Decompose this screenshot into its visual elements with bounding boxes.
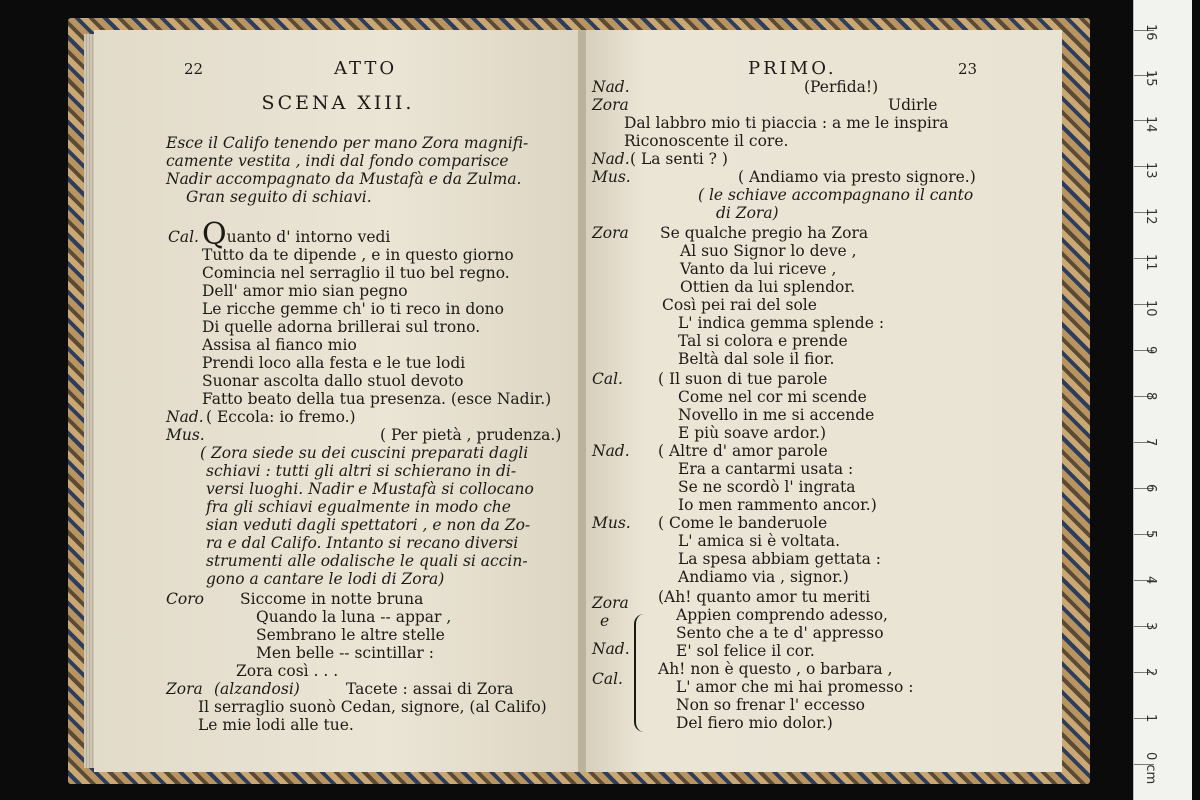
speaker-brace	[634, 614, 646, 732]
cal-line: Prendi loco alla festa e le tue lodi	[202, 354, 466, 372]
cal-line: Tutto da te dipende , e in questo giorno	[202, 246, 514, 264]
verse-line: La spesa abbiam gettata :	[678, 550, 881, 568]
verse-line: Riconoscente il core.	[624, 132, 789, 150]
ruler-number: 8	[1143, 392, 1158, 401]
cal-line: Comincia nel serraglio il tuo bel regno.	[202, 264, 510, 282]
verse-line: Udirle	[888, 96, 938, 114]
verse-line: Sento che a te d' appresso	[676, 624, 884, 642]
verse-line: E più soave ardor.)	[678, 424, 826, 442]
mus-line: ( Per pietà , prudenza.)	[380, 426, 562, 444]
right-running-head: PRIMO.	[748, 58, 837, 79]
drop-cap: Q	[202, 217, 227, 252]
scene-title: SCENA XIII.	[261, 92, 415, 114]
cal-line: Le ricche gemme ch' io ti reco in dono	[202, 300, 504, 318]
speaker-group-e: e	[600, 612, 610, 630]
zora-line: Il serraglio suonò Cedan, signore, (al Califo)	[198, 698, 547, 716]
ruler-number: 2	[1143, 668, 1158, 677]
verse-line: Appien comprendo adesso,	[676, 606, 888, 624]
speaker-nad: Nad.	[166, 408, 204, 426]
speaker-zora: Zora	[592, 224, 629, 242]
speaker-nad: Nad.	[592, 78, 630, 96]
measurement-ruler	[1133, 0, 1192, 800]
verse-line: Se qualche pregio ha Zora	[660, 224, 869, 242]
speaker-group-zora: Zora	[592, 594, 629, 612]
stage-line: ( Zora siede su dei cuscini preparati dagli	[200, 444, 529, 462]
ruler-number: 4	[1143, 576, 1158, 585]
speaker-nad: Nad.	[592, 442, 630, 460]
stage-line: gono a cantare le lodi di Zora)	[206, 570, 445, 588]
verse-line: (Perfida!)	[804, 78, 879, 96]
stage-line: sian veduti dagli spettatori , e non da Zo-	[206, 516, 531, 534]
verse-line: Vanto da lui riceve ,	[680, 260, 837, 278]
verse-line: Andiamo via , signor.)	[678, 568, 849, 586]
verse-line: (Ah! quanto amor tu meriti	[658, 588, 871, 606]
verse-line: Tal si colora e prende	[678, 332, 848, 350]
verse-line: ( Altre d' amor parole	[658, 442, 828, 460]
cal-line-text: uanto d' intorno vedi	[226, 228, 391, 246]
verse-line: Ah! non è questo , o barbara ,	[658, 660, 893, 678]
coro-line: Men belle -- scintillar :	[256, 644, 434, 662]
coro-line: Siccome in notte bruna	[240, 590, 424, 608]
ruler-number: 15	[1143, 70, 1158, 87]
speaker-group-cal: Cal.	[592, 670, 623, 688]
ruler-number: 13	[1143, 162, 1158, 179]
verse-line: ( Andiamo via presto signore.)	[738, 168, 976, 186]
coro-line: Sembrano le altre stelle	[256, 626, 445, 644]
speaker-coro: Coro	[166, 590, 204, 608]
zora-direction: (alzandosi)	[214, 680, 300, 698]
cal-line-first	[202, 217, 391, 252]
verse-line: Ottien da lui splendor.	[680, 278, 855, 296]
speaker-cal: Cal.	[168, 228, 199, 246]
ruler-number: 1	[1143, 714, 1158, 723]
ruler-number: 11	[1143, 254, 1158, 271]
verse-line: Al suo Signor lo deve ,	[680, 242, 857, 260]
stage-line: versi luoghi. Nadir e Mustafà si collocano	[206, 480, 534, 498]
nad-line: ( Eccola: io fremo.)	[206, 408, 356, 426]
verse-line: Dal labbro mio ti piaccia : a me le inspira	[624, 114, 949, 132]
ruler-number: 0 cm	[1143, 752, 1158, 785]
ruler-number: 9	[1143, 346, 1158, 355]
speaker-cal: Cal.	[592, 370, 623, 388]
stage-line: di Zora)	[716, 204, 779, 222]
coro-line: Zora così . . .	[236, 662, 339, 680]
verse-line: ( La senti ? )	[630, 150, 728, 168]
speaker-group-nad: Nad.	[592, 640, 630, 658]
verse-line: Era a cantarmi usata :	[678, 460, 854, 478]
coro-line: Quando la luna -- appar ,	[256, 608, 452, 626]
zora-line: Le mie lodi alle tue.	[198, 716, 354, 734]
ruler-number: 16	[1143, 24, 1158, 41]
zora-line: Tacete : assai di Zora	[346, 680, 514, 698]
cal-line: Dell' amor mio sian pegno	[202, 282, 408, 300]
cal-line: Assisa al fianco mio	[202, 336, 357, 354]
ruler-number: 10	[1143, 300, 1158, 317]
speaker-mus: Mus.	[592, 514, 631, 532]
cal-line: Di quelle adorna brillerai sul trono.	[202, 318, 481, 336]
verse-line: ( Il suon di tue parole	[658, 370, 828, 388]
right-page	[586, 30, 1062, 772]
ruler-number: 5	[1143, 530, 1158, 539]
stage-line: camente vestita , indi dal fondo comparisce	[166, 152, 509, 170]
stage-line: Gran seguito di schiavi.	[186, 188, 372, 206]
stage-line: ( le schiave accompagnano il canto	[698, 186, 974, 204]
verse-line: Se ne scordò l' ingrata	[678, 478, 856, 496]
verse-line: L' amor che mi hai promesso :	[676, 678, 914, 696]
verse-line: Così pei rai del sole	[662, 296, 817, 314]
verse-line: L' amica si è voltata.	[678, 532, 841, 550]
left-page-number: 22	[184, 60, 204, 78]
verse-line: Come nel cor mi scende	[678, 388, 867, 406]
stage-line: strumenti alle odalische le quali si accin-	[206, 552, 528, 570]
speaker-nad: Nad.	[592, 150, 630, 168]
speaker-zora: Zora	[166, 680, 203, 698]
ruler-number: 14	[1143, 116, 1158, 133]
verse-line: Io men rammento ancor.)	[678, 496, 877, 514]
ruler-number: 12	[1143, 208, 1158, 225]
stage-line: Nadir accompagnato da Mustafà e da Zulma.	[166, 170, 522, 188]
verse-line: Beltà dal sole il fior.	[678, 350, 835, 368]
verse-line: Novello in me si accende	[678, 406, 875, 424]
right-page-number: 23	[958, 60, 978, 78]
cal-line: Fatto beato della tua presenza. (esce Nadir.)	[202, 390, 552, 408]
verse-line: E' sol felice il cor.	[676, 642, 815, 660]
stage-line: ra e dal Califo. Intanto si recano diversi	[206, 534, 519, 552]
ruler-number: 6	[1143, 484, 1158, 493]
verse-line: L' indica gemma splende :	[678, 314, 885, 332]
cal-line: Suonar ascolta dallo stuol devoto	[202, 372, 464, 390]
speaker-mus: Mus.	[592, 168, 631, 186]
speaker-mus: Mus.	[166, 426, 205, 444]
left-page	[94, 30, 582, 772]
left-running-head: ATTO	[334, 58, 398, 79]
verse-line: Non so frenar l' eccesso	[676, 696, 865, 714]
ruler-number: 3	[1143, 622, 1158, 631]
speaker-zora: Zora	[592, 96, 629, 114]
verse-line: ( Come le banderuole	[658, 514, 828, 532]
stage-line: schiavi : tutti gli altri si schierano in di-	[206, 462, 517, 480]
stage-line: fra gli schiavi egualmente in modo che	[206, 498, 511, 516]
verse-line: Del fiero mio dolor.)	[676, 714, 833, 732]
ruler-number: 7	[1143, 438, 1158, 447]
stage-line: Esce il Califo tenendo per mano Zora magnifi-	[166, 134, 529, 152]
